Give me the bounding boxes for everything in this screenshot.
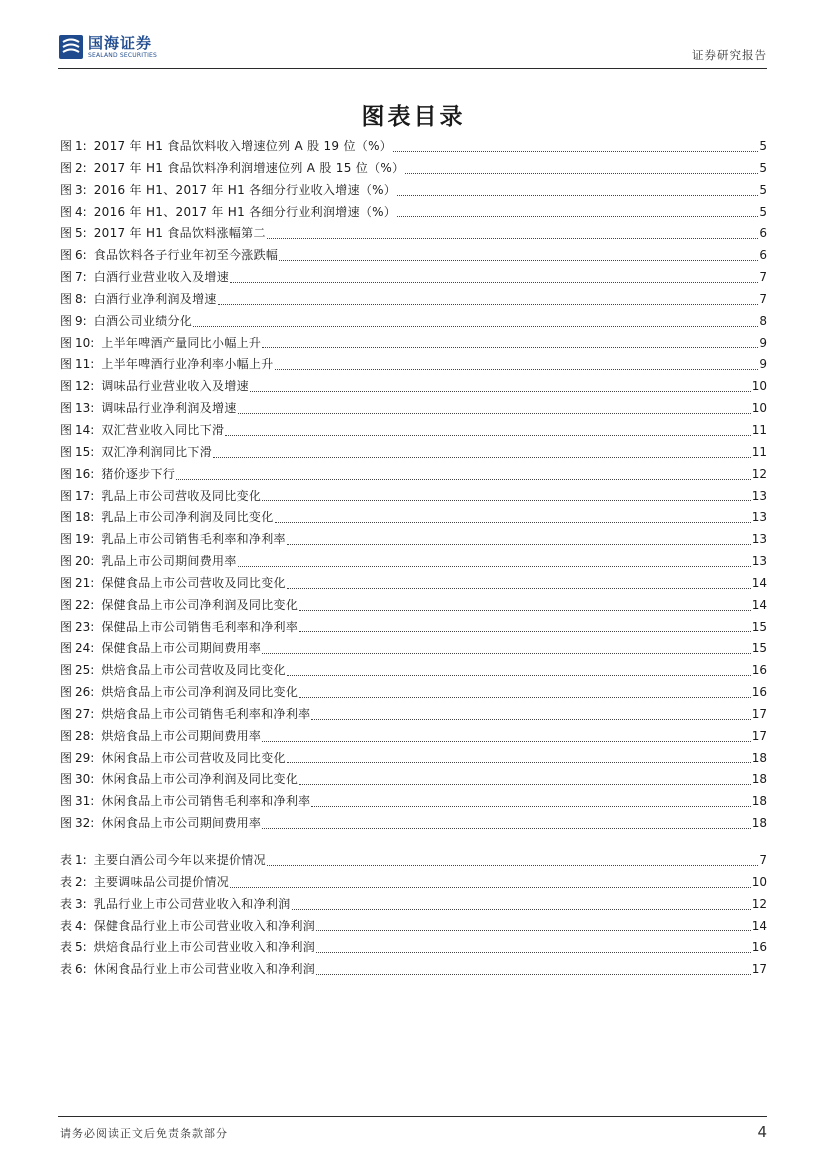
- entry-number: 11:: [75, 357, 95, 372]
- entry-label: 图: [60, 619, 73, 634]
- figure-entry[interactable]: [60, 487, 767, 509]
- dot-leader: [393, 150, 758, 152]
- dot-leader: [267, 864, 758, 866]
- page-header: [58, 34, 767, 69]
- dot-leader: [262, 740, 750, 742]
- page-title: 图表目录: [361, 103, 466, 130]
- dot-leader: [397, 215, 758, 217]
- figure-entry[interactable]: [60, 727, 767, 749]
- entry-page: 6: [759, 226, 767, 241]
- entry-title: 保健食品上市公司净利润及同比变化: [101, 597, 299, 612]
- dot-leader: [176, 478, 751, 480]
- dot-leader: [287, 761, 751, 763]
- page-number: 4: [757, 1123, 767, 1141]
- entry-number: 28:: [75, 728, 95, 743]
- figure-entry[interactable]: [60, 181, 767, 203]
- entry-label: 图: [60, 706, 73, 721]
- entry-title: 保健食品行业上市公司营业收入和净利润: [93, 918, 316, 933]
- entry-number: 3:: [75, 896, 87, 911]
- entry-label: 图: [60, 248, 73, 263]
- figure-entry[interactable]: [60, 639, 767, 661]
- entry-page: 14: [751, 918, 767, 933]
- dot-leader: [230, 281, 758, 283]
- entry-label: 表: [60, 918, 73, 933]
- entry-label: 表: [60, 874, 73, 889]
- entry-title: 上半年啤酒行业净利率小幅上升: [101, 357, 274, 372]
- entry-label: 表: [60, 853, 73, 867]
- entry-number: 20:: [75, 554, 95, 569]
- figure-entry[interactable]: [60, 574, 767, 596]
- entry-label: 图: [60, 575, 73, 590]
- entry-number: 1:: [75, 139, 87, 153]
- entry-page: 14: [751, 575, 767, 590]
- figure-entry[interactable]: [60, 312, 767, 334]
- entry-label: 图: [60, 685, 73, 700]
- entry-label: 图: [60, 597, 73, 612]
- figure-entry[interactable]: [60, 705, 767, 727]
- table-entry[interactable]: [60, 873, 767, 895]
- dot-leader: [279, 259, 758, 261]
- entry-number: 21:: [75, 575, 95, 590]
- figure-entry[interactable]: [60, 552, 767, 574]
- entry-page: 5: [759, 204, 767, 219]
- entry-number: 5:: [75, 940, 87, 955]
- entry-number: 18:: [75, 510, 95, 525]
- entry-title: 休闲食品上市公司期间费用率: [101, 816, 262, 831]
- figure-entry[interactable]: [60, 618, 767, 640]
- entry-label: 图: [60, 182, 73, 197]
- logo-chinese-name: 国海证券: [88, 33, 153, 52]
- entry-number: 3:: [75, 182, 87, 197]
- figure-entry[interactable]: [60, 530, 767, 552]
- entry-number: 1:: [75, 853, 87, 867]
- entry-title: 烘焙食品行业上市公司营业收入和净利润: [93, 940, 316, 955]
- entry-label: 图: [60, 794, 73, 809]
- entry-number: 14:: [75, 422, 95, 437]
- figure-entry[interactable]: [60, 596, 767, 618]
- entry-number: 31:: [75, 794, 95, 809]
- entry-number: 17:: [75, 488, 95, 503]
- report-type-label: 证券研究报告: [692, 48, 767, 62]
- entry-number: 6:: [75, 248, 87, 263]
- entry-number: 27:: [75, 706, 95, 721]
- figure-entry[interactable]: [60, 159, 767, 181]
- entry-number: 4:: [75, 918, 87, 933]
- sealand-logo-icon: [58, 34, 84, 60]
- dot-leader: [262, 346, 758, 348]
- dot-leader: [193, 325, 758, 327]
- entry-page: 16: [751, 940, 767, 955]
- entry-label: 图: [60, 510, 73, 525]
- entry-label: 图: [60, 488, 73, 503]
- entry-number: 9:: [75, 313, 87, 328]
- entry-number: 13:: [75, 401, 95, 416]
- entry-title: 2016 年 H1、2017 年 H1 各细分行业利润增速（%）: [93, 204, 397, 219]
- entry-label: 图: [60, 204, 73, 219]
- entry-number: 32:: [75, 816, 95, 831]
- dot-leader: [213, 456, 751, 458]
- entry-title: 调味品行业净利润及增速: [101, 401, 237, 416]
- dot-leader: [262, 827, 750, 829]
- entry-page: 10: [751, 379, 767, 394]
- entry-page: 13: [751, 554, 767, 569]
- figure-entry[interactable]: [60, 246, 767, 268]
- figure-entry[interactable]: [60, 137, 767, 159]
- entry-number: 7:: [75, 270, 87, 285]
- entry-label: 图: [60, 139, 73, 153]
- dot-leader: [275, 368, 759, 370]
- entry-page: 18: [751, 750, 767, 765]
- dot-leader: [397, 194, 758, 196]
- dot-leader: [262, 499, 750, 501]
- figure-entry[interactable]: [60, 443, 767, 465]
- entry-title: 双汇净利润同比下滑: [101, 444, 213, 459]
- entry-page: 9: [759, 335, 767, 350]
- dot-leader: [316, 929, 751, 931]
- entry-label: 图: [60, 379, 73, 394]
- figure-entry[interactable]: [60, 334, 767, 356]
- entry-number: 6:: [75, 962, 87, 977]
- figure-entry[interactable]: [60, 749, 767, 771]
- entry-label: 图: [60, 270, 73, 285]
- entry-title: 双汇营业收入同比下滑: [101, 422, 225, 437]
- figure-entry[interactable]: [60, 661, 767, 683]
- entry-page: 13: [751, 532, 767, 547]
- entry-title: 乳品上市公司销售毛利率和净利率: [101, 532, 286, 547]
- entry-page: 11: [751, 444, 767, 459]
- entry-page: 13: [751, 510, 767, 525]
- entry-label: 图: [60, 401, 73, 416]
- dot-leader: [311, 805, 750, 807]
- entry-page: 16: [751, 685, 767, 700]
- entry-label: 图: [60, 357, 73, 372]
- entry-title: 乳品上市公司期间费用率: [101, 554, 237, 569]
- dot-leader: [218, 303, 759, 305]
- entry-label: 图: [60, 663, 73, 678]
- dot-leader: [299, 630, 751, 632]
- dot-leader: [292, 908, 751, 910]
- entry-number: 16:: [75, 466, 95, 481]
- dot-leader: [238, 565, 751, 567]
- dot-leader: [238, 412, 751, 414]
- entry-page: 10: [751, 401, 767, 416]
- entry-page: 9: [759, 357, 767, 372]
- entry-page: 17: [751, 706, 767, 721]
- figure-entry[interactable]: [60, 683, 767, 705]
- dot-leader: [225, 434, 750, 436]
- table-entry[interactable]: [60, 938, 767, 960]
- entry-label: 图: [60, 226, 73, 241]
- entry-page: 7: [759, 270, 767, 285]
- dot-leader: [262, 652, 750, 654]
- entry-title: 休闲食品上市公司销售毛利率和净利率: [101, 794, 311, 809]
- dot-leader: [287, 543, 751, 545]
- dot-leader: [316, 973, 751, 975]
- dot-leader: [311, 718, 750, 720]
- entry-title: 乳品上市公司营收及同比变化: [101, 488, 262, 503]
- entry-title: 乳品行业上市公司营业收入和净利润: [93, 896, 291, 911]
- entry-label: 图: [60, 422, 73, 437]
- entry-number: 12:: [75, 379, 95, 394]
- table-list: [60, 851, 767, 982]
- entry-title: 乳品上市公司净利润及同比变化: [101, 510, 274, 525]
- entry-label: 图: [60, 335, 73, 350]
- entry-title: 白酒行业净利润及增速: [93, 291, 217, 306]
- figure-entry[interactable]: [60, 268, 767, 290]
- dot-leader: [287, 674, 751, 676]
- entry-title: 食品饮料各子行业年初至今涨跌幅: [93, 248, 279, 263]
- entry-page: 17: [751, 962, 767, 977]
- entry-page: 15: [751, 641, 767, 656]
- entry-page: 12: [751, 896, 767, 911]
- table-entry[interactable]: [60, 960, 767, 982]
- company-logo: [58, 34, 157, 60]
- dot-leader: [405, 172, 758, 174]
- entry-title: 白酒行业营业收入及增速: [93, 270, 230, 285]
- entry-title: 烘焙食品上市公司期间费用率: [101, 728, 262, 743]
- entry-number: 2:: [75, 874, 87, 889]
- entry-label: 图: [60, 160, 73, 175]
- dot-leader: [230, 886, 751, 888]
- entry-label: 图: [60, 641, 73, 656]
- entry-page: 18: [751, 816, 767, 831]
- entry-title: 2016 年 H1、2017 年 H1 各细分行业收入增速（%）: [93, 182, 397, 197]
- entry-title: 主要白酒公司今年以来提价情况: [93, 853, 266, 867]
- logo-english-name: SEALAND SECURITIES: [88, 51, 158, 59]
- entry-number: 19:: [75, 532, 95, 547]
- entry-number: 26:: [75, 685, 95, 700]
- entry-label: 图: [60, 313, 73, 328]
- entry-number: 15:: [75, 444, 95, 459]
- entry-page: 5: [759, 139, 767, 153]
- entry-title: 休闲食品行业上市公司营业收入和净利润: [93, 962, 316, 977]
- entry-title: 2017 年 H1 食品饮料净利润增速位列 A 股 15 位（%）: [93, 160, 405, 175]
- entry-title: 上半年啤酒产量同比小幅上升: [101, 335, 262, 350]
- entry-number: 2:: [75, 160, 87, 175]
- dot-leader: [287, 587, 751, 589]
- entry-page: 7: [759, 291, 767, 306]
- entry-page: 5: [759, 182, 767, 197]
- table-entry[interactable]: [60, 895, 767, 917]
- entry-title: 烘焙食品上市公司净利润及同比变化: [101, 685, 299, 700]
- entry-number: 23:: [75, 619, 95, 634]
- entry-page: 13: [751, 488, 767, 503]
- figure-entry[interactable]: [60, 508, 767, 530]
- entry-page: 8: [759, 313, 767, 328]
- entry-number: 29:: [75, 750, 95, 765]
- entry-page: 17: [751, 728, 767, 743]
- figure-entry[interactable]: [60, 421, 767, 443]
- entry-label: 图: [60, 532, 73, 547]
- entry-page: 12: [751, 466, 767, 481]
- entry-title: 2017 年 H1 食品饮料收入增速位列 A 股 19 位（%）: [93, 139, 393, 153]
- entry-number: 8:: [75, 291, 87, 306]
- entry-label: 图: [60, 772, 73, 787]
- entry-page: 7: [759, 853, 767, 867]
- entry-label: 图: [60, 750, 73, 765]
- figure-entry[interactable]: [60, 224, 767, 246]
- entry-page: 15: [751, 619, 767, 634]
- entry-title: 烘焙食品上市公司销售毛利率和净利率: [101, 706, 311, 721]
- figure-entry[interactable]: [60, 792, 767, 814]
- entry-label: 图: [60, 816, 73, 831]
- entry-title: 保健食品上市公司营收及同比变化: [101, 575, 286, 590]
- entry-number: 25:: [75, 663, 95, 678]
- figure-list: [60, 137, 767, 836]
- dot-leader: [267, 237, 759, 239]
- table-entry[interactable]: [60, 851, 767, 873]
- figure-entry[interactable]: [60, 465, 767, 487]
- dot-leader: [299, 783, 751, 785]
- entry-page: 10: [751, 874, 767, 889]
- entry-label: 图: [60, 291, 73, 306]
- dot-leader: [316, 951, 751, 953]
- entry-title: 休闲食品上市公司营收及同比变化: [101, 750, 286, 765]
- entry-title: 保健品上市公司销售毛利率和净利率: [101, 619, 299, 634]
- entry-label: 图: [60, 728, 73, 743]
- entry-page: 5: [759, 160, 767, 175]
- figure-entry[interactable]: [60, 399, 767, 421]
- entry-number: 30:: [75, 772, 95, 787]
- dot-leader: [299, 609, 751, 611]
- entry-label: 图: [60, 466, 73, 481]
- entry-page: 16: [751, 663, 767, 678]
- entry-title: 烘焙食品上市公司营收及同比变化: [101, 663, 286, 678]
- dot-leader: [250, 390, 751, 392]
- figure-entry[interactable]: [60, 770, 767, 792]
- entry-page: 18: [751, 794, 767, 809]
- entry-title: 调味品行业营业收入及增速: [101, 379, 249, 394]
- entry-title: 猪价逐步下行: [101, 466, 176, 481]
- entry-number: 5:: [75, 226, 87, 241]
- entry-label: 表: [60, 896, 73, 911]
- entry-label: 图: [60, 444, 73, 459]
- figure-entry[interactable]: [60, 377, 767, 399]
- entry-label: 表: [60, 962, 73, 977]
- entry-page: 18: [751, 772, 767, 787]
- entry-title: 2017 年 H1 食品饮料涨幅第二: [93, 226, 266, 241]
- entry-label: 图: [60, 554, 73, 569]
- entry-title: 保健食品上市公司期间费用率: [101, 641, 262, 656]
- entry-label: 表: [60, 940, 73, 955]
- entry-number: 10:: [75, 335, 95, 350]
- entry-number: 4:: [75, 204, 87, 219]
- entry-number: 24:: [75, 641, 95, 656]
- figure-entry[interactable]: [60, 355, 767, 377]
- entry-page: 14: [751, 597, 767, 612]
- figure-entry[interactable]: [60, 203, 767, 225]
- entry-title: 白酒公司业绩分化: [93, 313, 193, 328]
- table-entry[interactable]: [60, 917, 767, 939]
- disclaimer-note: 请务必阅读正文后免责条款部分: [60, 1127, 228, 1140]
- figure-entry[interactable]: [60, 814, 767, 836]
- entry-number: 22:: [75, 597, 95, 612]
- entry-title: 主要调味品公司提价情况: [93, 874, 230, 889]
- entry-page: 11: [751, 422, 767, 437]
- entry-page: 6: [759, 248, 767, 263]
- page-footer: [58, 1116, 767, 1141]
- dot-leader: [299, 696, 751, 698]
- entry-title: 休闲食品上市公司净利润及同比变化: [101, 772, 299, 787]
- figure-entry[interactable]: [60, 290, 767, 312]
- dot-leader: [275, 521, 751, 523]
